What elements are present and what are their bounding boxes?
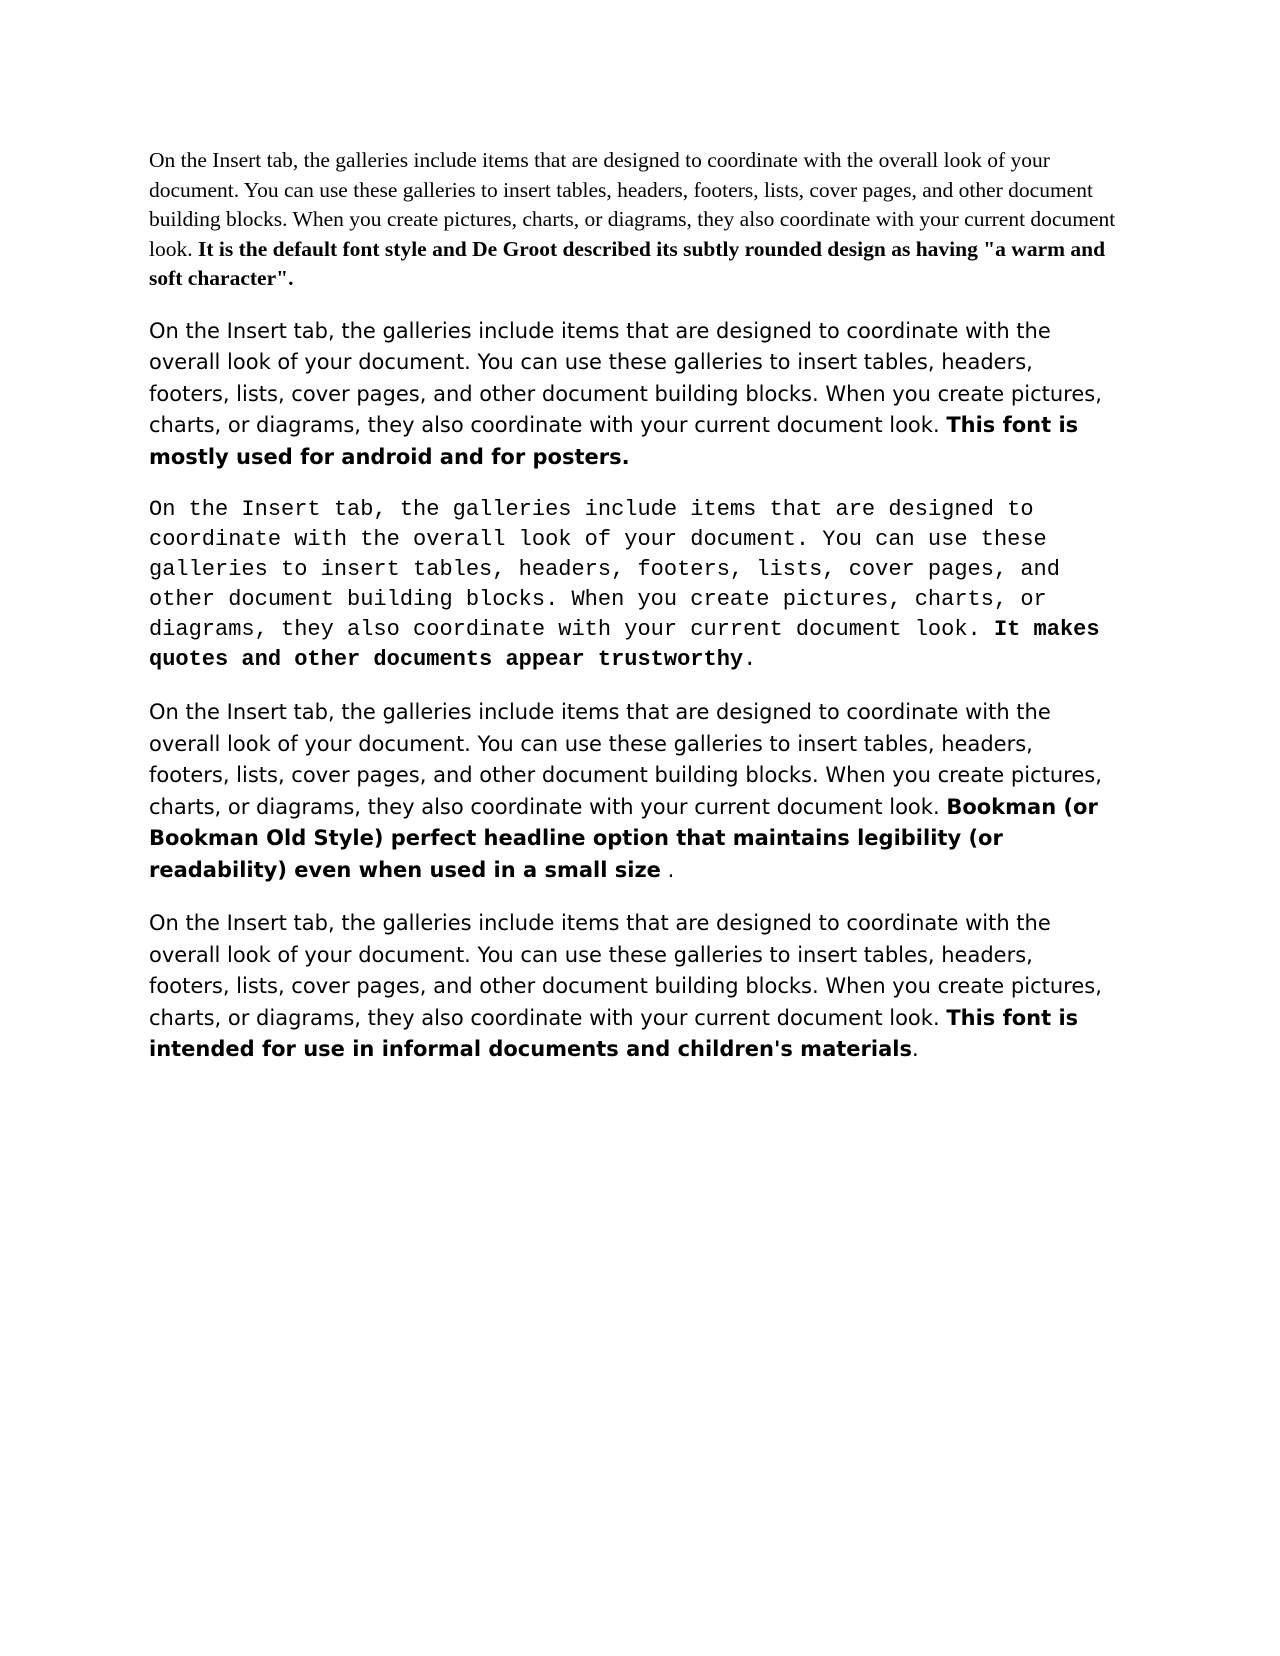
paragraph-2-text: On the Insert tab, the galleries include items that are designed to coordinate with the overall look of your document. You can use these galleries to insert tables, headers, footers, lists, cover pages, and other document building blocks. When you create pictures, charts, or diagrams, they also coordinate with your current document look. <box>149 318 1102 437</box>
paragraph-4-text: On the Insert tab, the galleries include items that are designed to coordinate with the overall look of your document. You can use these galleries to insert tables, headers, footers, lists, cover pages, and other document building blocks. When you create pictures, charts, or diagrams, they also coordinate with your current document look. <box>149 700 1102 819</box>
paragraph-4-bold-note: Bookman (or Bookman Old Style) perfect headline option that maintains legibility (or readability) even when used in a small size <box>149 794 1098 882</box>
paragraph-3-text: On the Insert tab, the galleries include items that are designed to coordinate with the overall look of your document. You can use these galleries to insert tables, headers, footers, lists, cover pages, and other document building blocks. When you create pictures, charts, or diagrams, they also coordinate with your current document look. <box>149 497 1060 642</box>
paragraph-2-bold-note: This font is mostly used for android and for posters. <box>149 413 1079 469</box>
paragraph-3-bold-note: It makes quotes and other documents appear trustworthy <box>149 617 1100 672</box>
document-body <box>149 146 1117 1088</box>
paragraph-5-bold-note: This font is intended for use in informal documents and children's materials <box>149 1005 1079 1061</box>
paragraph-5-text: On the Insert tab, the galleries include items that are designed to coordinate with the overall look of your document. You can use these galleries to insert tables, headers, footers, lists, cover pages, and other document building blocks. When you create pictures, charts, or diagrams, they also coordinate with your current document look. <box>149 911 1102 1030</box>
paragraph-1-text: On the Insert tab, the galleries include items that are designed to coordinate with the overall look of your document. You can use these galleries to insert tables, headers, footers, lists, cover pages, and other document building blocks. When you create pictures, charts, or diagrams, they also coordinate with your current document look. <box>149 148 1116 261</box>
paragraph-3-tail: . <box>743 647 757 672</box>
paragraph-3 <box>149 495 1117 675</box>
paragraph-1 <box>149 146 1117 294</box>
paragraph-4 <box>149 697 1117 886</box>
paragraph-1-bold-note: It is the default font style and De Groot described its subtly rounded design as having "a warm and soft character". <box>149 236 1106 290</box>
paragraph-2 <box>149 316 1117 474</box>
paragraph-5-tail: . <box>911 1037 919 1061</box>
paragraph-5 <box>149 908 1117 1066</box>
paragraph-4-tail: . <box>660 857 675 882</box>
